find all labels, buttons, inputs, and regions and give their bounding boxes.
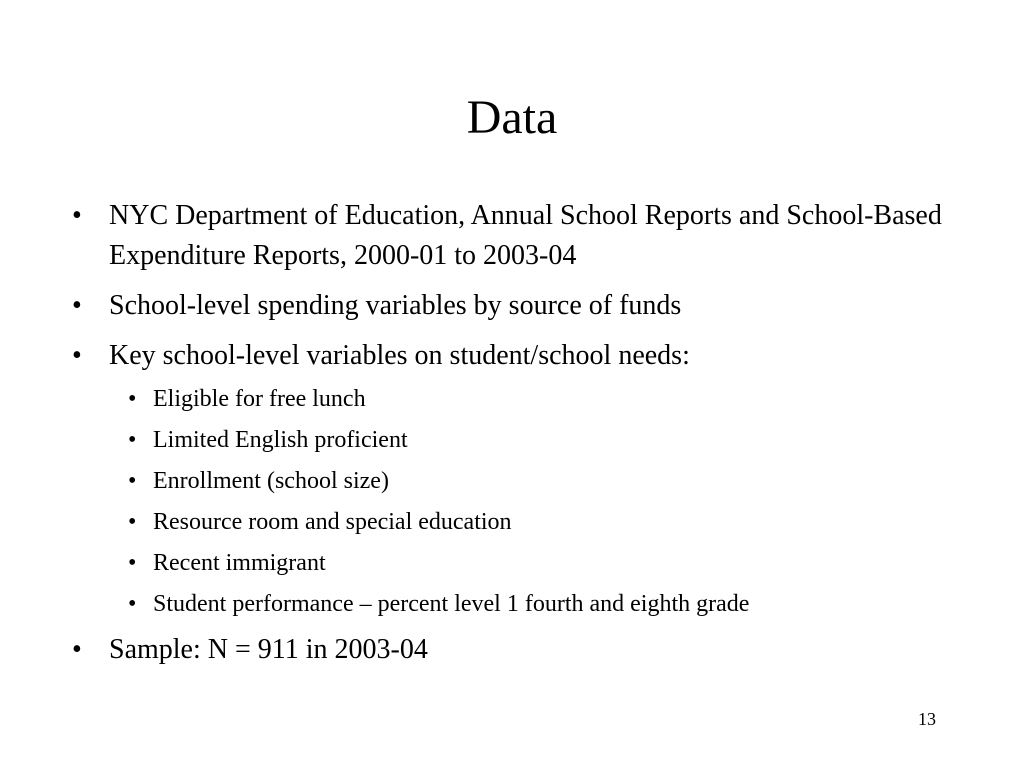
sub-bullet-free-lunch (72, 384, 952, 415)
sub-bullet-enrollment (72, 466, 952, 497)
sub-bullet-dot: • (128, 468, 137, 494)
bullet-text: School-level spending variables by source of funds (109, 290, 682, 321)
bullet-dot: • (72, 634, 82, 665)
sub-bullet-text: Enrollment (school size) (153, 468, 389, 494)
bullet-dot: • (72, 340, 82, 371)
sub-bullet-text: Eligible for free lunch (153, 386, 366, 412)
sub-bullet-dot: • (128, 509, 137, 535)
sub-bullet-text: Recent immigrant (153, 550, 326, 576)
sub-bullet-text: Limited English proficient (153, 427, 408, 453)
sub-bullet-group (72, 384, 952, 620)
sub-bullet-dot: • (128, 591, 137, 617)
bullet-text: Key school-level variables on student/school needs: (109, 340, 690, 371)
sub-bullet-recent-immigrant (72, 548, 952, 579)
sub-bullet-text: Resource room and special education (153, 509, 512, 535)
sub-bullet-special-education (72, 507, 952, 538)
sub-bullet-dot: • (128, 386, 137, 412)
sub-bullet-dot: • (128, 427, 137, 453)
bullet-item-sample (72, 630, 952, 670)
slide-title: Data (466, 91, 558, 144)
sub-bullet-dot: • (128, 550, 137, 576)
sub-bullet-text: Student performance – percent level 1 fourth and eighth grade (153, 591, 750, 617)
bullet-item-key-variables (72, 336, 952, 376)
bullet-list (72, 196, 952, 680)
bullet-item-spending-variables (72, 286, 952, 326)
bullet-item-data-sources (72, 196, 952, 276)
bullet-dot: • (72, 290, 82, 321)
bullet-text: NYC Department of Education, Annual School Reports and School-Based Expenditure Reports, 2000-01 to 2003-04 (109, 200, 942, 271)
sub-bullet-limited-english (72, 425, 952, 456)
sub-bullet-list (72, 384, 952, 620)
sub-bullet-student-performance (72, 589, 952, 620)
bullet-text: Sample: N = 911 in 2003-04 (109, 634, 428, 665)
bullet-dot: • (72, 200, 82, 231)
page-number: 13 (918, 709, 936, 729)
